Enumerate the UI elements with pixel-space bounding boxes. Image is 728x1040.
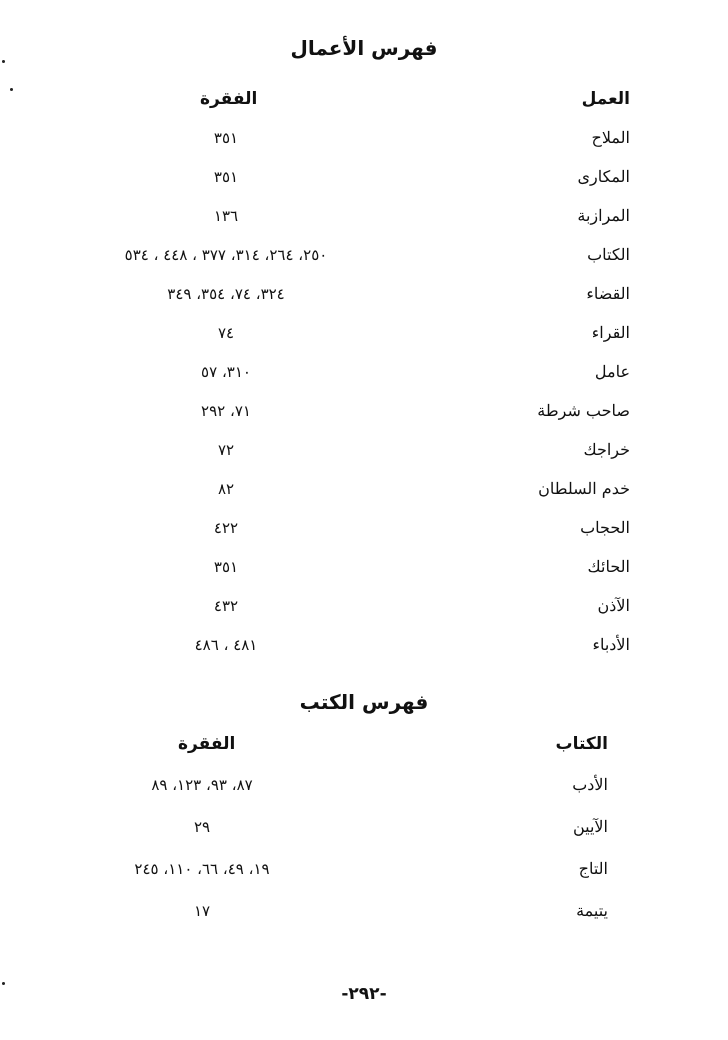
works-index-title: فهرس الأعمال: [290, 36, 438, 60]
works-index-row: [0, 438, 728, 462]
works-index-row: [0, 477, 728, 501]
works-index-row: [0, 633, 728, 657]
work-paragraphs: ٤٣٢: [213, 597, 239, 615]
page-number: -٢٩٢-: [341, 984, 387, 1004]
book-paragraphs: ١٩، ٤٩، ٦٦، ١١٠، ٢٤٥: [134, 860, 270, 878]
works-index-row: [0, 594, 728, 618]
work-paragraphs: ٤٢٢: [213, 519, 239, 537]
works-index-row: [0, 321, 728, 345]
work-paragraphs: ٧٤: [217, 324, 235, 342]
books-index-title: فهرس الكتب: [299, 690, 429, 714]
work-paragraphs: ٣١٠، ٥٧: [201, 363, 251, 381]
work-name: الملاح: [591, 128, 630, 147]
books-index-row: [0, 857, 728, 881]
works-col-work-header: العمل: [581, 89, 630, 109]
book-name: الأدب: [572, 775, 608, 794]
work-name: عامل: [594, 362, 630, 381]
work-paragraphs: ٧٢: [217, 441, 235, 459]
books-index-row: [0, 815, 728, 839]
book-paragraphs: ٢٩: [193, 818, 211, 836]
works-index-row: [0, 555, 728, 579]
book-paragraphs: ١٧: [193, 902, 211, 920]
work-name: الكتاب: [587, 245, 630, 264]
books-index-row: [0, 899, 728, 923]
work-paragraphs: ٣٥١: [213, 168, 239, 186]
works-index-row: [0, 516, 728, 540]
book-paragraphs: ٨٧، ٩٣، ١٢٣، ٨٩: [151, 776, 253, 794]
work-paragraphs: ٣٥١: [213, 129, 239, 147]
works-index-row: [0, 126, 728, 150]
work-name: خدم السلطان: [538, 479, 630, 498]
book-name: الآيين: [572, 817, 608, 836]
scan-speck: [2, 982, 5, 985]
work-paragraphs: ٣٥١: [213, 558, 239, 576]
work-paragraphs: ٣٢٤، ٧٤، ٣٥٤، ٣٤٩: [167, 285, 285, 303]
work-name: المرازبة: [577, 206, 630, 225]
work-name: القضاء: [586, 284, 630, 303]
work-paragraphs: ٢٥٠، ٢٦٤، ٣١٤، ٣٧٧ ، ٤٤٨ ، ٥٣٤: [124, 246, 328, 264]
work-paragraphs: ١٣٦: [213, 207, 239, 225]
work-name: خراجك: [583, 440, 630, 459]
works-index-row: [0, 243, 728, 267]
works-index-row: [0, 282, 728, 306]
work-paragraphs: ٤٨١ ، ٤٨٦: [194, 636, 258, 654]
work-paragraphs: ٨٢: [217, 480, 235, 498]
works-col-para-header: الفقرة: [200, 89, 258, 109]
works-index-row: [0, 165, 728, 189]
book-name: يتيمة: [576, 901, 608, 920]
work-name: الحجاب: [580, 518, 630, 537]
work-name: القراء: [591, 323, 630, 342]
books-index-row: [0, 773, 728, 797]
work-name: الآذن: [597, 596, 630, 615]
works-index-row: [0, 204, 728, 228]
work-paragraphs: ٧١، ٢٩٢: [201, 402, 251, 420]
works-index-row: [0, 360, 728, 384]
books-col-book-header: الكتاب: [555, 734, 608, 754]
work-name: المكارى: [577, 167, 630, 186]
scan-speck: [10, 88, 13, 91]
book-name: التاج: [578, 859, 608, 878]
work-name: الأدباء: [592, 635, 630, 654]
books-col-para-header: الفقرة: [178, 734, 236, 754]
work-name: صاحب شرطة: [537, 401, 630, 420]
works-index-row: [0, 399, 728, 423]
scan-speck: [2, 60, 5, 63]
work-name: الحائك: [587, 557, 630, 576]
